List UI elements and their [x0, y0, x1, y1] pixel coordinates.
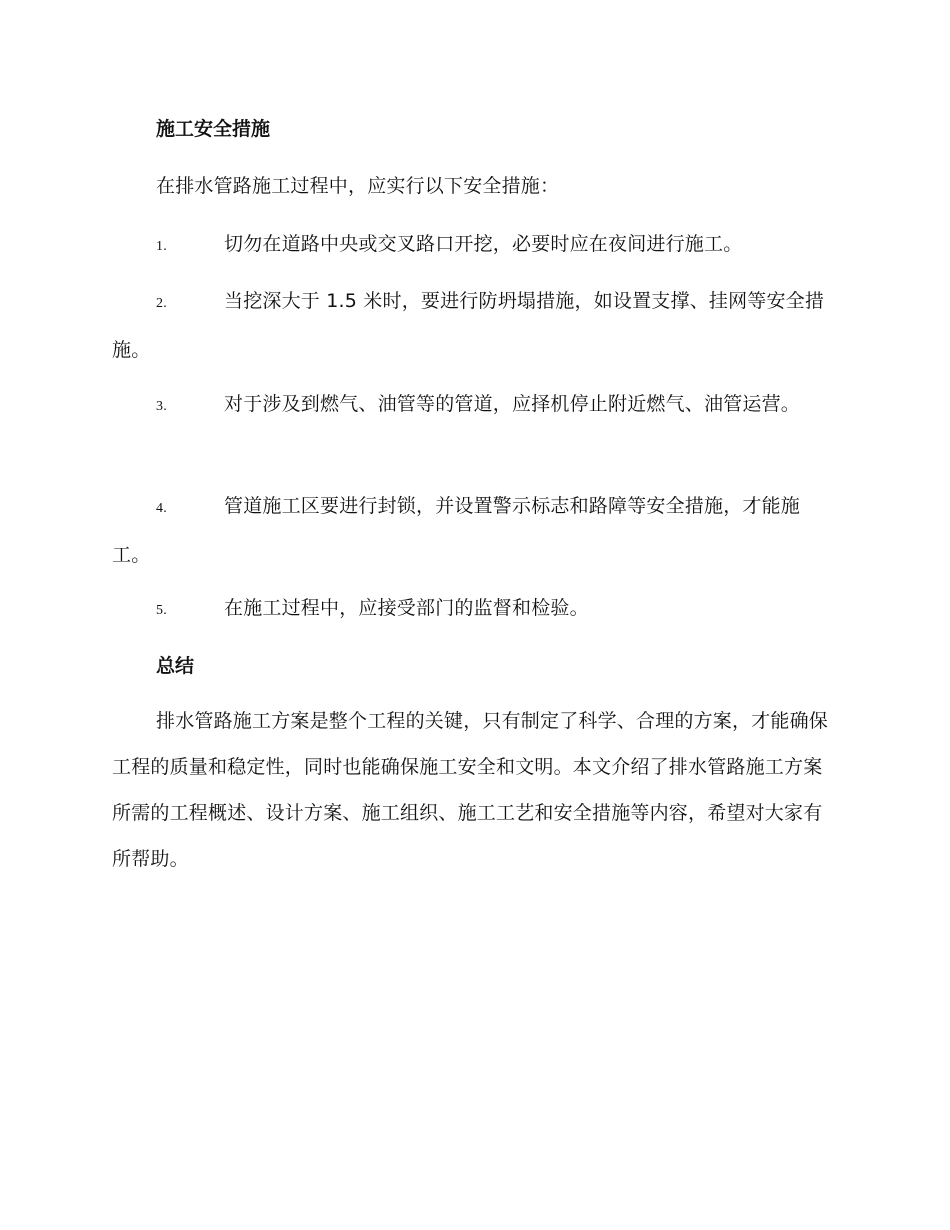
section-heading-summary: 总结 [156, 655, 195, 677]
safety-list-item-4 [112, 483, 832, 578]
section-heading-safety: 施工安全措施 [156, 118, 271, 140]
summary-paragraph: 排水管路施工方案是整个工程的关键，只有制定了科学、合理的方案，才能确保工程的质量和稳定性，同时也能确保施工安全和文明。本文介绍了排水管路施工方案所需的工程概述、设计方案、施工组织、施工工艺和安全措施等内容，希望对大家有所帮助。 [112, 710, 829, 870]
safety-list-item-3 [112, 381, 832, 430]
safety-intro-paragraph: 在排水管路施工过程中，应实行以下安全措施： [156, 175, 560, 197]
list-item-text: 切勿在道路中央或交叉路口开挖，必要时应在夜间进行施工。 [224, 233, 743, 255]
list-item-text: 当挖深大于 1.5 米时，要进行防坍塌措施，如设置支撑、挂网等安全措施。 [112, 290, 825, 361]
list-number: 1. [156, 239, 167, 254]
list-item-text: 对于涉及到燃气、油管等的管道，应择机停止附近燃气、油管运营。 [224, 393, 801, 415]
list-number: 4. [156, 501, 167, 516]
list-item-text: 管道施工区要进行封锁，并设置警示标志和路障等安全措施，才能施工。 [112, 495, 801, 566]
safety-list-item-1 [112, 221, 832, 270]
list-item-text: 在施工过程中，应接受部门的监督和检验。 [224, 597, 589, 619]
list-number: 5. [156, 603, 167, 618]
list-number: 3. [156, 399, 167, 414]
safety-list-item-5 [112, 585, 832, 634]
list-number: 2. [156, 296, 167, 311]
safety-list-item-2 [112, 278, 832, 373]
